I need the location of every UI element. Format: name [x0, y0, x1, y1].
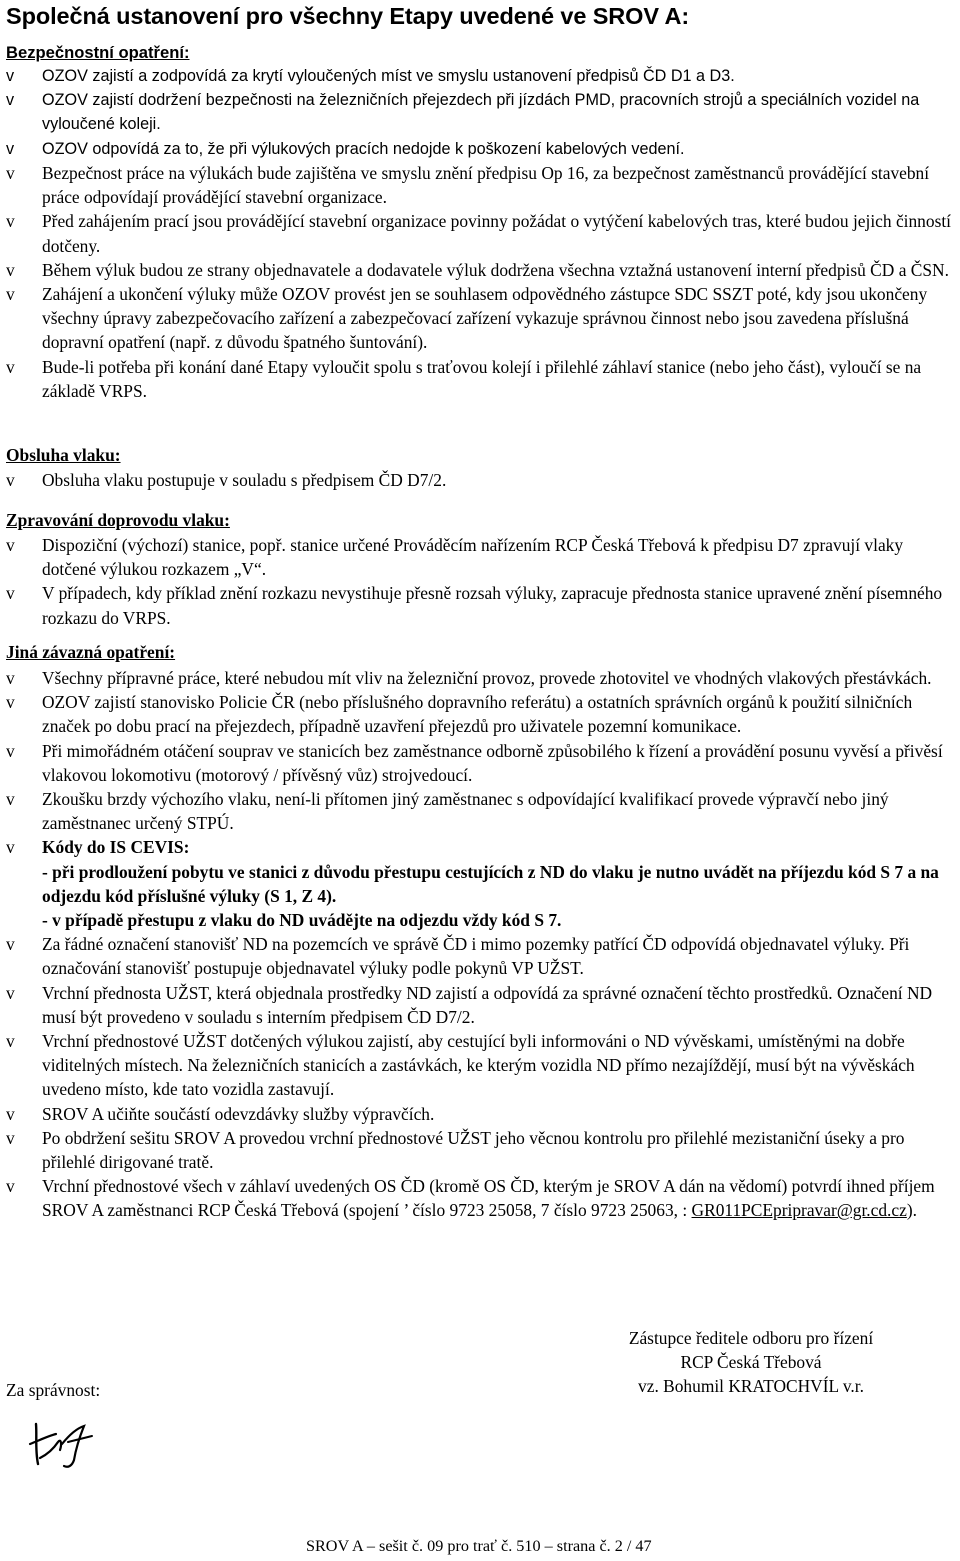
safety-list	[6, 64, 956, 161]
bullet-icon: v	[6, 470, 15, 490]
list-item: v OZOV zajistí stanovisko Policie ČR (nebo příslušného dopravního referátu) a ostatních správních orgánů k použití silničních značek po dobu prací na přejezdech, případně uzavření přejezdů pro uživatele pozemní komunikace.	[6, 692, 913, 737]
bullet-icon: v	[6, 692, 15, 713]
bullet-icon: v	[6, 211, 15, 232]
list-item: v OZOV zajistí a zodpovídá za krytí vyloučených míst ve smyslu ustanovení předpisů ČD D1 a D3.	[6, 64, 956, 88]
section-heading-safety: Bezpečnostní opatření:	[6, 43, 190, 62]
signatory-name: vz. Bohumil KRATOCHVÍL v.r.	[638, 1376, 864, 1396]
signatory-org: RCP Česká Třebová	[680, 1352, 822, 1372]
bullet-icon: v	[6, 1127, 15, 1148]
verified-label: Za správnost:	[6, 1380, 101, 1400]
bullet-icon: v	[6, 1103, 15, 1124]
list-item: v Před zahájením prací jsou provádějící stavební organizace povinny požádat o vytýčení kabelových tras, které budou jejich činností dotčeny.	[6, 211, 952, 256]
list-item-cevis	[6, 835, 956, 932]
email-link[interactable]: GR011PCEpripravar@gr.cd.cz	[691, 1200, 907, 1221]
bullet-icon: v	[6, 139, 15, 158]
list-item-contact: v Vrchní přednostové všech v záhlaví uvedených OS ČD (kromě OS ČD, kterým je SROV A dán na vědomí) potvrdí ihned příjem SROV A zaměstnanci RCP Česká Třebová (spojení ’ číslo 9723 25058, 7 číslo 9723 25063, : GR011PCEpripravar@gr.cd.cz).	[6, 1176, 935, 1221]
bullet-icon: v	[6, 668, 15, 688]
bullet-icon: v	[6, 982, 15, 1003]
list-item: v SROV A učiňte součástí odevzdávky služby výpravčích.	[6, 1102, 956, 1126]
list-item: v OZOV zajistí dodržení bezpečnosti na železničních přejezdech při jízdách PMD, pracovních strojů a speciálních vozidel na vyloučené koleji.	[6, 88, 956, 136]
list-item: v Po obdržení sešitu SROV A provedou vrchní přednostové UŽST jeho věcnou kontrolu pro přilehlé mezistaniční úseky a pro přilehlé dirigované tratě.	[6, 1127, 905, 1173]
cevis-heading: Kódy do IS CEVIS:	[42, 837, 190, 858]
list-item: v Během výluk budou ze strany objednavatele a dodavatele výluk dodržena všechna vztažná ustanovení interní předpisů ČD a ČSN.	[6, 258, 956, 282]
list-item: v Za řádné označení stanovišť ND na pozemcích ve správě ČD i mimo pozemky patřící ČD odpovídá objednavatel výluky. Při označování stanovišť postupuje objednavatel výluky podle pokynů VP UŽST.	[6, 934, 910, 979]
list-item: v Bezpečnost práce na výlukách bude zajištěna ve smyslu znění předpisu Op 16, za bezpečnost zaměstnanců provádějící stavební práce odpovídají provádějící stavební organizace.	[6, 163, 930, 208]
list-item: v Dispoziční (výchozí) stanice, popř. stanice určené Prováděcím nařízením RCP Česká Třebová k předpisu D7 zpravují vlaky dotčené výlukou rozkazem „V“.	[6, 535, 904, 580]
list-item: v Obsluha vlaku postupuje v souladu s předpisem ČD D7/2.	[6, 468, 956, 492]
bullet-icon: v	[6, 356, 15, 377]
list-item: v Bude-li potřeba při konání dané Etapy vyloučit spolu s traťovou kolejí i přilehlé záhlaví stanice (nebo jeho část), vyloučí se na základě VRPS.	[6, 356, 922, 401]
section-heading-train-crew: Obsluha vlaku:	[6, 445, 121, 465]
bullet-icon: v	[6, 284, 15, 305]
list-item: v Vrchní přednosta UŽST, která objednala prostředky ND zajistí a odpovídá za správné označení těchto prostředků. Označení ND musí být provedeno v souladu s interním předpisem ČD D7/2.	[6, 982, 933, 1027]
train-crew-list	[6, 468, 956, 492]
bullet-icon: v	[6, 535, 15, 555]
safety-list-cont	[6, 161, 956, 403]
escort-notice-list	[6, 533, 956, 630]
other-measures-list	[6, 666, 956, 1223]
bullet-icon: v	[6, 67, 15, 85]
cevis-line-1: - při prodloužení pobytu ve stanici z důvodu přestupu cestujících z ND do vlaku je nutno uvádět na příjezdu kód S 7 a na odjezdu kód příslušné výluky (S 1, Z 4).	[42, 861, 939, 906]
bullet-icon: v	[6, 789, 15, 810]
page-footer: SROV A – sešit č. 09 pro trať č. 510 – strana č. 2 / 47	[306, 1537, 652, 1555]
handwritten-signature-icon	[28, 1414, 98, 1472]
list-item: v OZOV odpovídá za to, že při výlukových pracích nedojde k poškození kabelových vedení.	[6, 137, 956, 161]
bullet-icon: v	[6, 1031, 15, 1052]
bullet-icon: v	[6, 91, 15, 110]
bullet-icon: v	[6, 163, 15, 183]
signatory-title: Zástupce ředitele odboru pro řízení	[628, 1328, 874, 1348]
section-heading-escort-notice: Zpravování doprovodu vlaku:	[6, 510, 230, 530]
list-item: v Vrchní přednostové UŽST dotčených výlukou zajistí, aby cestující byli informováni o ND vývěskami, umístěnými na dobře viditelných místech. Na železničních stanicích a zastávkách, ke kterým vozidla ND přímo nezajíždějí, musí být na vývěskách uvedeno místo, kde tato vozidla zastavují.	[6, 1031, 915, 1100]
bullet-icon: v	[6, 837, 15, 858]
list-item: v Při mimořádném otáčení souprav ve stanicích bez zaměstnance odborně způsobilého k řízení a provádění posunu vyvěsí a přivěsí vlakovou lokomotivu (motorový / přívěsný vůz) strojvedoucí.	[6, 740, 943, 785]
section-heading-other-measures: Jiná závazná opatření:	[6, 642, 176, 662]
list-item: v V případech, kdy příklad znění rozkazu nevystihuje přesně rozsah výluky, zapracuje přednosta stanice upravené znění písemného rozkazu do VRPS.	[6, 583, 943, 628]
list-item: v Zahájení a ukončení výluky může OZOV provést jen se souhlasem odpovědného zástupce SDC SSZT poté, kdy jsou ukončeny všechny úpravy zabezpečovacího zařízení a zabezpečovací zařízení vykazuje správnou činnost nebo jsou zavedena příslušná dopravní opatření (např. z důvodu špatného šuntování).	[6, 284, 928, 353]
bullet-icon: v	[6, 259, 15, 280]
bullet-icon: v	[6, 1176, 15, 1197]
bullet-icon: v	[6, 740, 15, 761]
bullet-icon: v	[6, 583, 15, 604]
list-item: v Zkoušku brzdy výchozího vlaku, není-li přítomen jiný zaměstnanec s odpovídající kvalifikací provede výpravčí nebo jiný zaměstnanec určený STPÚ.	[6, 789, 889, 834]
signature-block	[586, 1326, 916, 1398]
cevis-line-2: - v případě přestupu z vlaku do ND uvádějte na odjezdu vždy kód S 7.	[42, 910, 562, 931]
page-title: Společná ustanovení pro všechny Etapy uvedené ve SROV A:	[6, 3, 690, 29]
bullet-icon: v	[6, 934, 15, 955]
list-item: v Všechny přípravné práce, které nebudou mít vliv na železniční provoz, provede zhotovitel ve vhodných vlakových přestávkách.	[6, 666, 956, 690]
